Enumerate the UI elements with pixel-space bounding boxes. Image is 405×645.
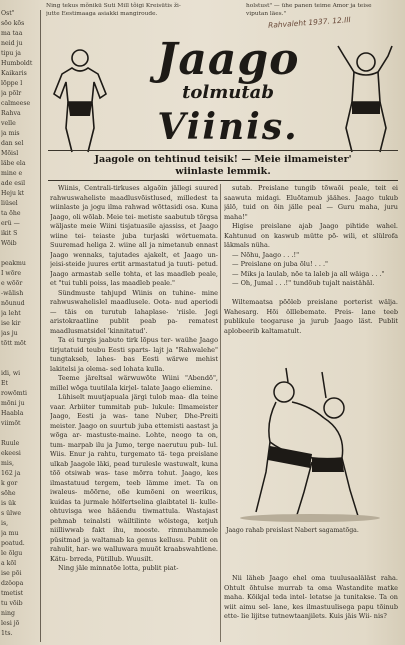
title-viinis: Viinis.: [157, 106, 299, 148]
article-header: [46, 26, 398, 151]
title-tolmutab: tolmutab: [182, 82, 274, 103]
left-fragment-line: I wõre: [1, 270, 22, 277]
left-fragment-line: Kaikaris: [1, 70, 27, 77]
left-fragment-line: Et: [1, 380, 9, 387]
headline-rule: [48, 180, 398, 181]
left-fragment-line: [1, 360, 39, 368]
right-wrestler-drawing: [330, 40, 398, 154]
left-fragment-line: mõni ju: [1, 400, 25, 407]
left-fragment-line: Ost": [1, 10, 15, 17]
left-fragment-line: Ruule: [1, 440, 20, 447]
paragraph: Sündmuste tahjupd Wiinis on tuhine- mine rahwuswahelislel maadlusele. Oota- nud aperiodi — täis on turutub lahaplase- 'riisle. Jegi aristokraatline publit peab pa- rematest maadlusmatsidel 'kinnitatud'.: [50, 288, 218, 335]
paragraph: — Nõhu, Jaago . . .!": [232, 250, 300, 259]
left-fragment-line: ja mis: [1, 130, 20, 137]
left-fragment-line: dzöopa: [1, 580, 24, 587]
left-fragment-line: viimõt: [1, 420, 21, 427]
left-fragment-line: a kõl: [1, 560, 17, 567]
left-fragment-line: s ülwe: [1, 510, 22, 517]
article-column-right-top: [224, 184, 398, 289]
left-fragment-line: e wõõr: [1, 280, 23, 287]
left-fragment-line: poatud.: [1, 540, 25, 547]
headline-line-2: wiinlaste lemmik.: [175, 166, 271, 177]
left-fragment-line: idi, wi: [1, 370, 21, 377]
top-line-1: Ning tekus mõnikü Suti Mill tõigi Kreisütis ži-: [46, 3, 181, 9]
left-fragment-line: Mõisl: [1, 150, 19, 157]
left-fragment-line: rowõmti: [1, 390, 28, 397]
paragraph: — Oh, Jumal . . .!" tundõub tujalt naistähäl.: [232, 279, 375, 287]
left-fragment-line: tmetist: [1, 590, 24, 597]
left-fragment-line: ma taa: [1, 30, 23, 37]
paragraph: Ning jäle minnatõe lotta, publit piat-: [58, 564, 179, 572]
left-fragment-line: tipu ja: [1, 50, 21, 57]
left-fragment-line: tu võib: [1, 600, 23, 607]
paragraph: Nii läheb Jaago ehel oma tuulusaaläläst raha. Ohtult õhtulse murrab ta oma Wastandite matke maha. Kõikjal teda intel- letatse ja tunitakse. Ta on wiit aimu sel- lane, kes ilmastuulisega papu tõinub ette- lie lijitse tutnewtaanjilets. Kuis jäis Wii- nis?: [224, 574, 398, 620]
header-rule: [48, 150, 398, 151]
headline-line-1: Jaagole on tehtinud teisik! — Meie ilmameister': [94, 154, 352, 165]
left-fragment-line: calmeese: [1, 100, 31, 107]
left-fragment-line: ekeesi: [1, 450, 21, 457]
left-fragment-line: sõo kõs: [1, 20, 25, 27]
left-fragment-line: Rahva: [1, 110, 21, 117]
left-fragment-line: Wõib: [1, 240, 17, 247]
paragraph: Wiinis, Centrali-tirkuses algaõin jällegi suured rahwuswaheliste maadlusvõistlused, milledest ta wiinlaste ja jogu ilma rahwad wõttasidi osa. Kuna Jaago, oli wõlab. Meie tei- metiste saabutub tõrgsa wäljaste meie Wiini tisjatuasile ajassiss, et Jaago wiine tei- teiaste juba turjaski wörtuemata. Suuremad heliga 2. wiine all ja nimetanub ennast Jaago wennaks, tajutades ajakelt, et Jaago un- jeisi-steide juures ertit armastatud ja tuuti- petud. Jaago armastab selle tohta, et las maadleb peale, et "tui tubli poiss, las maadleb peale.": [50, 184, 218, 287]
left-fragment-line: -wälish: [1, 290, 24, 297]
left-fragment-line: mine e: [1, 170, 23, 177]
paragraph: Teeme järeltsal wärwuwõte Wiini "Abendõ", millel wõga tuutilala kirjel- talate Jaago eliemine.: [50, 374, 218, 392]
paragraph: Lühiselt muutjapuala järgi tulob maa- dla teine vaar. Arbiiter tummitab pub- lukule: Ilmameister Jaago, Eesti ja was- tane Nuber, Dhe-Preiti meister. Jaago on suurtub juba ettemisti aastast ja wõga ar- mastuste-maine. Lohte, neogo ta on, tum- marpab ilu ja Jumo, terge naerutuu pub- lul. Wiis. Enur ja rahtu, turgemato tä- tega preislane ulkab Jaagole läki, pead turulesle wastuwalt, kuna tõõ otsiwab was- tase mõrra tohut. Jaago, kes ilmastatuud tergem, teeb lämme imet. Ta on iwaleus- mõõrne, oße kumõeni on weerikus, kuidas ta jurmale hölfertselina glaibtatel li- kulle-ohtuvisga wee hääendu tiwmattula. Wastajast pehmab teinalsti wäiltilinte wõistega, ketjuh niilliwwab fakt ihu, mooste. rinmuhammele püsitmad ja waltamab ka genus kellusu. Publit on rahulit, har- we walluwara muuõt kraabswahtlene. Kätu- brreda, Pütillub. Wuusilt.: [50, 393, 218, 563]
left-fragment-line: is,: [1, 520, 9, 527]
top-line-2: jutte Eestimaaga asiakki mangiroude.: [46, 11, 158, 17]
left-fragment-line: ja mu: [1, 530, 19, 537]
left-fragment-line: nõunud: [1, 300, 25, 307]
left-fragment-line: ade esil: [1, 180, 26, 187]
left-fragment-line: is ük: [1, 500, 16, 507]
top-line-4: viputan läes.": [246, 11, 287, 17]
left-fragment-line: neid ju: [1, 40, 23, 47]
left-fragment-line: mis,: [1, 460, 14, 467]
paragraph: sutab. Preislane tungib tõwaõi peale, teit ei saawuta midagi. Eluõtamub jäähes. Jaago tukub jälõ, tuid on õin jälle peal — Guru maha, juru maha!": [224, 184, 398, 221]
left-fragment-line: dan sel: [1, 140, 24, 147]
left-fragment-line: lõppe l: [1, 80, 23, 87]
left-fragment-line: le õlgu: [1, 550, 23, 557]
article-headline: [48, 154, 398, 178]
left-fragment-line: [1, 430, 39, 438]
paragraph: Higise preislane ajab Jaago pihtide wahel. Kahtunud on kaswub mütte põ- wili, et slülrofa läkmals nüha.: [224, 222, 398, 249]
paragraph: Ta ei turgis jaabuto tirk lõpus ter- waühe Jaago tirjutatuid teubu Eesti sparts- lajt ja "Rahwalehe" tungtakseb, lahes- bas Eesti wärwe mehist lakitelsi ja olema- sed lohata kulla.: [50, 336, 218, 373]
left-fragment-line: ta õhe: [1, 210, 21, 217]
left-fragment-line: velle: [1, 120, 16, 127]
left-fragment-line: jas ju: [1, 330, 18, 337]
left-fragment-line: Heju kt: [1, 190, 25, 197]
left-fragment-line: 162 ja: [1, 470, 21, 477]
adjacent-column-fragment: [0, 0, 40, 645]
illustration-caption: Jaago rahab preislast Nabert sagamatõga.: [226, 527, 359, 534]
left-fragment-line: liüsel: [1, 200, 18, 207]
paragraph: — Preislane on juba õlu! . . .": [232, 260, 329, 268]
left-fragment-line: lesi jõ: [1, 620, 20, 627]
left-fragment-line: Humboldt: [1, 60, 33, 67]
top-line-3: holstust" — ühe panen teime Amor ja teise: [246, 3, 372, 9]
left-fragment-line: ise kir: [1, 320, 21, 327]
article-column-right-middle: [224, 298, 398, 336]
column-divider-mid: [220, 184, 221, 642]
handwritten-date-note: Rahvaleht 1937. 12.III: [267, 15, 352, 30]
left-fragment-line: ikit S: [1, 230, 18, 237]
left-fragment-line: tõtt mõt: [1, 340, 27, 347]
left-fragment-line: [1, 350, 39, 358]
left-fragment-line: ja leht: [1, 310, 21, 317]
wrestling-illustration: [226, 362, 394, 524]
left-fragment-line: peakmu: [1, 260, 26, 267]
left-wrestler-drawing: [46, 44, 114, 154]
paragraph: Wiltemaatsa põõleb preislane porterist wälja. Wahesarg. Hõi ölllebemate. Preis- lane teeb publikule teogaruse ja jurub Jaago läst. Publit aplobeerib kaltamatult.: [224, 298, 398, 335]
left-fragment-line: ise põi: [1, 570, 22, 577]
left-fragment-line: sõhe: [1, 490, 16, 497]
paragraph: — Miks ja laulab, nõe ta laleb ja all wäiga . . .": [232, 269, 385, 278]
left-fragment-line: [1, 250, 39, 258]
article-column-left: [50, 184, 218, 644]
left-fragment-line: ning: [1, 610, 15, 617]
article-column-right-end: [224, 574, 398, 622]
left-fragment-line: ja põlr: [1, 90, 22, 97]
column-divider: [40, 10, 41, 642]
title-jaago: Jaago: [156, 34, 300, 85]
left-fragment-line: läbe ela: [1, 160, 26, 167]
left-fragment-line: Haabla: [1, 410, 24, 417]
left-fragment-line: erü —: [1, 220, 20, 227]
left-fragment-line: 1ts.: [1, 630, 13, 637]
left-fragment-line: k gor: [1, 480, 18, 487]
